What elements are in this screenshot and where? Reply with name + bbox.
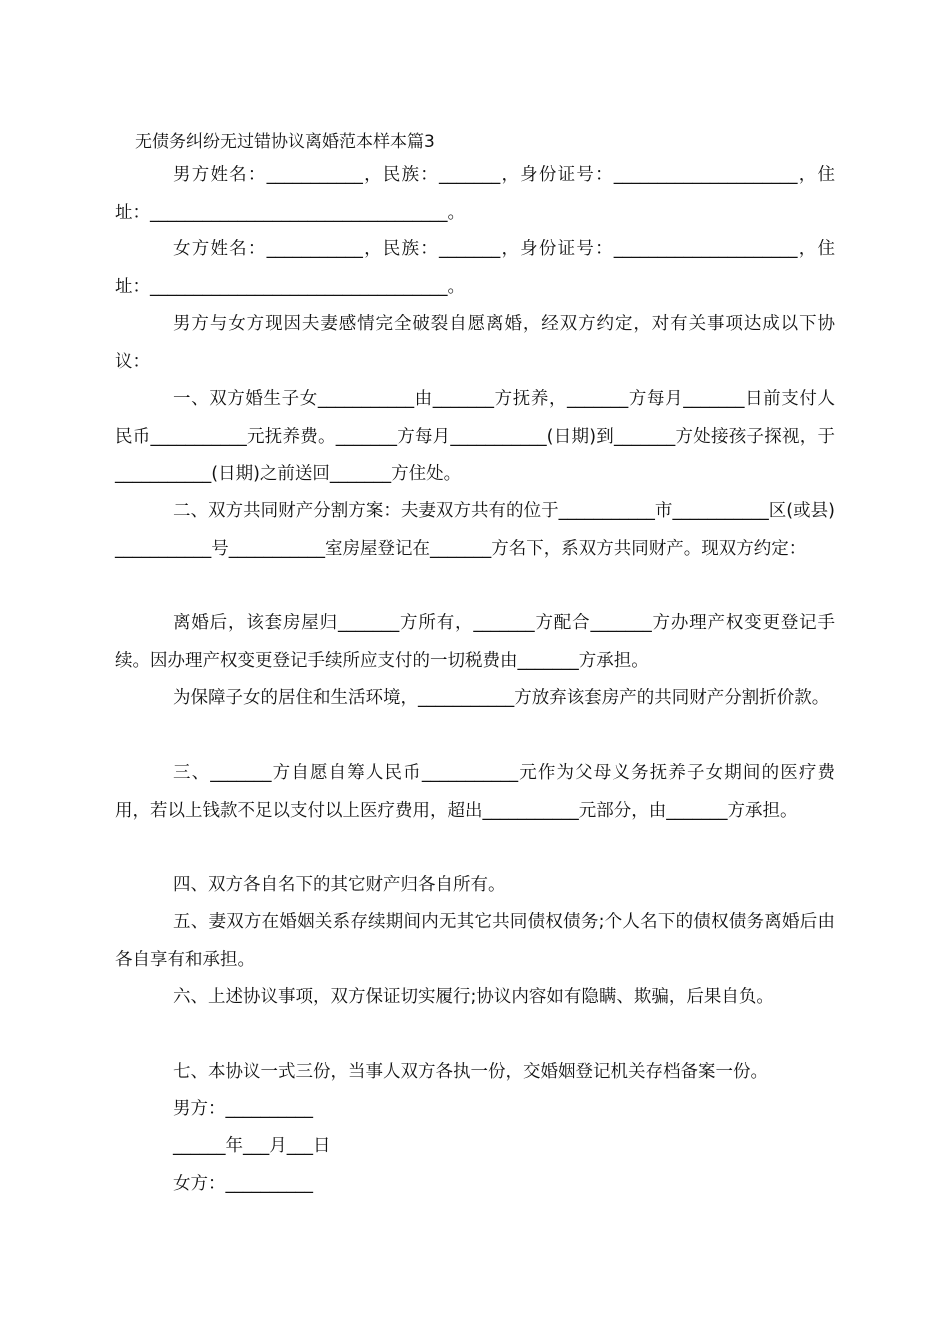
- clause-2-paragraph: 二、双方共同财产分割方案：夫妻双方共有的位于___________市___________区(或县)___________号___________室房屋登记在_______方名下，系双方共同财产。现双方约定：: [115, 501, 835, 559]
- intro-paragraph: 男方与女方现因夫妻感情完全破裂自愿离婚，经双方约定，对有关事项达成以下协议：: [115, 314, 835, 372]
- female-info-paragraph: 女方姓名：___________，民族：_______，身份证号：_____________________，住址：__________________________________。: [115, 239, 835, 297]
- clause-3-paragraph: 三、_______方自愿自筹人民币___________元作为父母义务抚养子女期间的医疗费用，若以上钱款不足以支付以上医疗费用，超出___________元部分，由_______方承担。: [115, 763, 835, 821]
- clause-2-house-paragraph: 离婚后，该套房屋归_______方所有，_______方配合_______方办理产权变更登记手续。因办理产权变更登记手续所应支付的一切税费由_______方承担。: [115, 613, 835, 671]
- document-title: 无债务纠纷无过错协议离婚范本样本篇3: [135, 132, 435, 152]
- male-signature-line: 男方：__________: [173, 1099, 313, 1119]
- signature-date-line: ______年___月___日: [173, 1136, 331, 1156]
- clause-5-paragraph: 五、妻双方在婚姻关系存续期间内无其它共同债权债务;个人名下的债权债务离婚后由各自享有和承担。: [115, 912, 835, 970]
- clause-7-paragraph: 七、本协议一式三份，当事人双方各执一份，交婚姻登记机关存档备案一份。: [173, 1062, 768, 1082]
- clause-2-waiver-paragraph: 为保障子女的居住和生活环境，___________方放弃该套房产的共同财产分割折价款。: [173, 688, 830, 708]
- clause-6-paragraph: 六、上述协议事项，双方保证切实履行;协议内容如有隐瞒、欺骗，后果自负。: [173, 987, 774, 1007]
- male-info-paragraph: 男方姓名：___________，民族：_______，身份证号：_____________________，住址：__________________________________。: [115, 165, 835, 223]
- female-signature-line: 女方：__________: [173, 1174, 313, 1194]
- clause-4-paragraph: 四、双方各自名下的其它财产归各自所有。: [173, 875, 506, 895]
- clause-1-paragraph: 一、双方婚生子女___________由_______方抚养，_______方每月_______日前支付人民币___________元抚养费。_______方每月___________(日期)到_______方处接孩子探视，于___________(日期)之前送回_______方住处。: [115, 389, 835, 484]
